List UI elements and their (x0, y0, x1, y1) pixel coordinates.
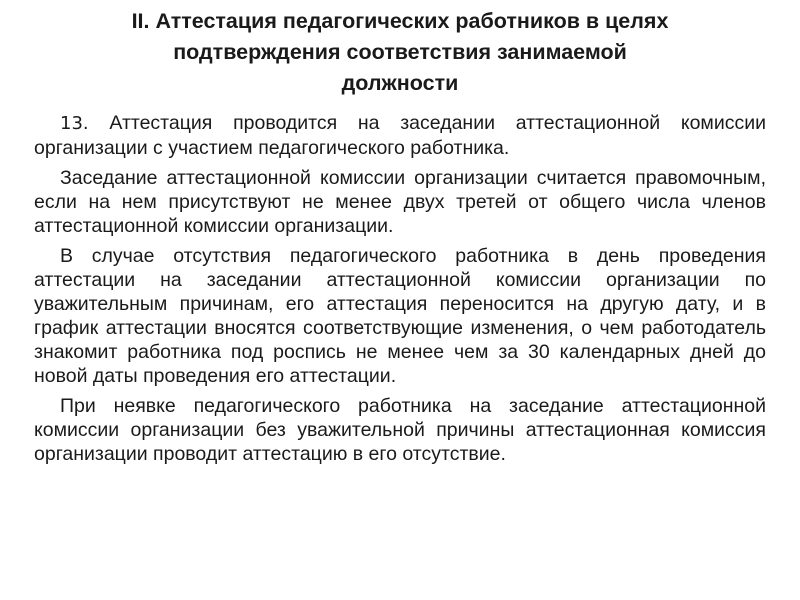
paragraph-2-text: Заседание аттестационной комиссии организации считается правомочным, если на нем присутствуют не менее двух третей от общего числа членов аттестационной комиссии организации. (34, 167, 766, 237)
paragraph-2 (34, 166, 766, 238)
clause-number: 13. (60, 113, 89, 134)
paragraph-3-text: В случае отсутствия педагогического работника в день проведения аттестации на заседании аттестационной комиссии организации по уважительным причинам, его аттестация переносится на другую дату, и в график аттестации вносятся соответствующие изменения, о чем работодатель знакомит работника под роспись не менее чем за 30 календарных дней до новой даты проведения его аттестации. (34, 245, 766, 387)
paragraph-1 (34, 111, 766, 160)
paragraph-1-text: Аттестация проводится на заседании аттестационной комиссии организации с участием педагогического работника. (34, 112, 766, 159)
slide-title (34, 6, 766, 99)
title-line-3: должности (341, 71, 459, 95)
slide-body (34, 111, 766, 466)
title-line-2: подтверждения соответствия занимаемой (173, 40, 627, 64)
paragraph-3 (34, 244, 766, 388)
paragraph-4 (34, 394, 766, 466)
title-line-1: II. Аттестация педагогических работников в целях (131, 9, 669, 33)
paragraph-4-text: При неявке педагогического работника на заседание аттестационной комиссии организации без уважительной причины аттестационная комиссия организации проводит аттестацию в его отсутствие. (34, 395, 766, 465)
